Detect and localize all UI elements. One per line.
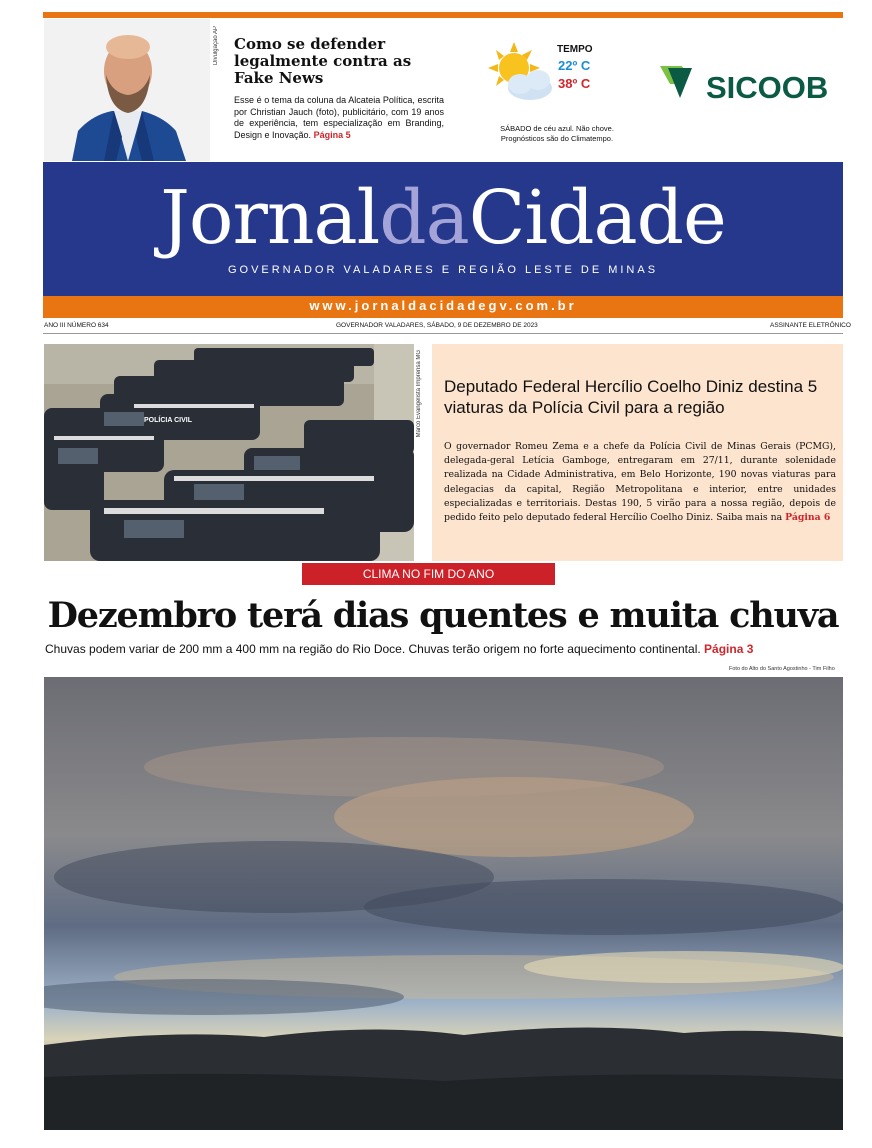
police-story-body: O governador Romeu Zema e a chefe da Polícia Civil de Minas Gerais (PCMG), delegada-geral Letícia Gamboge, entregaram em 27/11, durante solenidade realizada na Cidade Administrativa, em Belo Horizonte, 190 novas viaturas para delegacias da capital, Região Metropolitana e interior, entre unidades especializadas e territoriais. Destas 190, 5 virão para a nossa região, depois de pedido feito pelo deputado federal Hercílio Coelho Diniz. Saiba mais na Página 6 [444,441,836,524]
sun-cloud-icon [482,40,562,106]
top-story-headline[interactable]: Como se defender legalmente contra as Fake News [234,35,412,87]
photo-credit: Divulgação AP [213,26,219,66]
top-story-body: Esse é o tema da coluna da Alcateia Política, escrita por Christian Jauch (foto), publicitário, com 19 anos de experiência, tem especialização em Branding, Design e Inovação. Página 5 [234,95,444,140]
temperature-min: 22º C [558,58,591,73]
weather-note: SÁBADO de céu azul. Não chove. Prognósticos são do Climatempo. [500,124,614,143]
top-accent-bar [43,12,843,18]
section-tag: CLIMA NO FIM DO ANO [302,563,555,585]
photo-credit-police: Marco Evangelista Imprensa MG [416,350,422,438]
photo-credit-sky: Foto do Alto do Santo Agostinho - Tim Filho [729,666,835,672]
svg-text:SICOOB: SICOOB [706,70,829,105]
main-headline[interactable]: Dezembro terá dias quentes e muita chuva [47,595,839,636]
divider [43,333,843,334]
edition-date: GOVERNADOR VALADARES, SÁBADO, 9 DE DEZEMBRO DE 2023 [336,322,538,329]
temperature-max: 38º C [558,76,591,91]
subscription-label: ASSINANTE ELETRÔNICO [770,322,851,329]
police-story-page-link[interactable]: Página 6 [785,512,831,524]
main-story-page-link[interactable]: Página 3 [704,642,754,656]
newspaper-subtitle: GOVERNADOR VALADARES E REGIÃO LESTE DE MINAS [227,264,659,276]
police-story-headline[interactable]: Deputado Federal Hercílio Coelho Diniz destina 5 viaturas da Polícia Civil para a região [444,377,818,417]
website-link[interactable]: www.jornaldacidadegv.com.br [309,298,577,313]
columnist-photo [44,19,210,161]
top-story-page-link[interactable]: Página 5 [313,129,351,140]
police-vehicles-photo [44,344,414,561]
weather-label: TEMPO [557,44,593,55]
sicoob-logo[interactable] [658,64,842,106]
newspaper-title[interactable]: JornaldaCidade [160,175,726,261]
main-deck: Chuvas podem variar de 200 mm a 400 mm na região do Rio Doce. Chuvas terão origem no forte aquecimento continental. Página 3 [45,642,754,656]
edition-number: ANO III NÚMERO 634 [44,322,109,329]
vehicle-lettering: POLÍCIA CIVIL [144,417,192,424]
sky-photo [44,677,843,1130]
